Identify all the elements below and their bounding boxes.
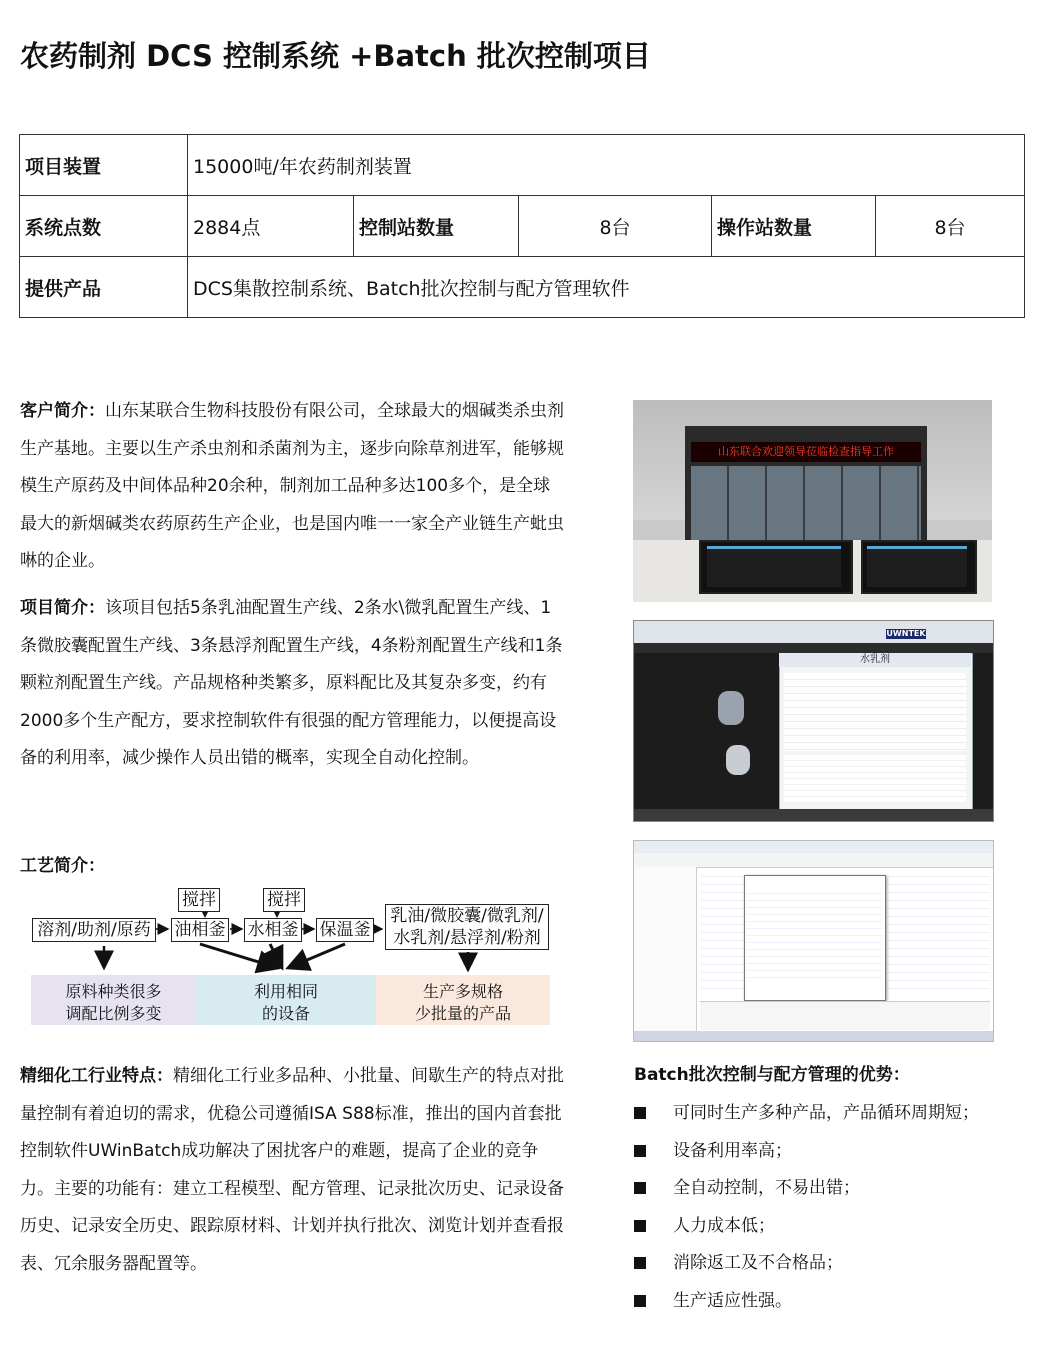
stir-box-1: 搅拌	[178, 888, 220, 912]
advantage-text: 全自动控制，不易出错；	[673, 1178, 860, 1198]
oil-tank-box: 油相釜	[171, 918, 229, 942]
water-tank-box: 水相釜	[244, 918, 302, 942]
products-line-1: 乳油/微胶囊/微乳剂/	[390, 906, 544, 926]
page-title: 农药制剂 DCS 控制系统 +Batch 批次控制项目	[20, 39, 651, 73]
square-bullet-icon	[634, 1107, 646, 1119]
advantage-text: 生产适应性强。	[673, 1291, 792, 1311]
recipe-window-title: 水乳剂	[779, 653, 971, 667]
label-control-stations: 控制站数量	[354, 196, 519, 257]
advantage-text: 消除返工及不合格品；	[673, 1253, 843, 1273]
advantage-item	[634, 1248, 843, 1273]
value-products: DCS集散控制系统、Batch批次控制与配方管理软件	[188, 257, 1025, 318]
batch-software-screenshot	[633, 840, 994, 1042]
value-control-stations: 8台	[519, 196, 712, 257]
advantage-text: 人力成本低；	[673, 1216, 775, 1236]
label-operator-stations: 操作站数量	[712, 196, 876, 257]
advantage-item	[634, 1136, 792, 1161]
value-system-points: 2884点	[188, 196, 354, 257]
square-bullet-icon	[634, 1295, 646, 1307]
band-products	[376, 975, 550, 1025]
advantage-item	[634, 1211, 775, 1236]
square-bullet-icon	[634, 1182, 646, 1194]
industry-features-text: 精细化工行业多品种、小批量、间歇生产的特点对批量控制有着迫切的需求，优稳公司遵循ISA S88标准，推出的国内首套批控制软件UWinBatch成功解决了困扰客户的难题，提高了企业的竞争力。主要的功能有：建立工程模型、配方管理、记录批次历史、记录设备历史、记录安全历史、跟踪原材料、计划并执行批次、浏览计划并查看报表、冗余服务器配置等。	[20, 1066, 564, 1274]
square-bullet-icon	[634, 1257, 646, 1269]
stir-box-2: 搅拌	[263, 888, 305, 912]
advantage-text: 可同时生产多种产品，产品循环周期短；	[673, 1103, 979, 1123]
value-operator-stations: 8台	[876, 196, 1025, 257]
label-project-device: 项目装置	[20, 135, 188, 196]
square-bullet-icon	[634, 1145, 646, 1157]
band-materials-line-2: 调配比例多变	[65, 1004, 162, 1023]
customer-intro-text: 山东某联合生物科技股份有限公司，全球最大的烟碱类杀虫剂生产基地。主要以生产杀虫剂和杀菌剂为主，逐步向除草剂进军，能够规模生产原药及中间体品种20余种，制剂加工品种多达100多个，是全球最大的新烟碱类农药原药生产企业，也是国内唯一一家全产业链生产蚍虫啉的企业。	[20, 401, 564, 571]
project-intro-label: 项目简介：	[20, 598, 105, 618]
process-intro-label: 工艺简介：	[20, 856, 105, 876]
advantages-title: Batch批次控制与配方管理的优势：	[634, 1065, 910, 1085]
table-row	[20, 196, 1025, 257]
dcs-screen-photo	[633, 620, 994, 822]
products-box	[385, 904, 549, 950]
value-project-device: 15000吨/年农药制剂装置	[188, 135, 1025, 196]
project-info-table	[19, 134, 1025, 318]
project-intro	[20, 590, 565, 778]
band-equipment-line-2: 的设备	[261, 1004, 310, 1023]
table-row	[20, 135, 1025, 196]
band-materials	[31, 975, 196, 1025]
label-system-points: 系统点数	[20, 196, 188, 257]
warm-tank-box: 保温釜	[316, 918, 374, 942]
advantage-item	[634, 1098, 979, 1123]
band-products-line-1: 生产多规格	[422, 982, 503, 1001]
advantage-item	[634, 1286, 792, 1311]
industry-features	[20, 1058, 565, 1283]
materials-box: 溶剂/助剂/原药	[32, 918, 156, 942]
advantage-text: 设备利用率高；	[673, 1141, 792, 1161]
table-row	[20, 257, 1025, 318]
band-equipment	[196, 975, 376, 1025]
band-equipment-line-1: 利用相同	[253, 982, 318, 1001]
advantage-item	[634, 1173, 860, 1198]
customer-intro	[20, 393, 565, 581]
band-products-line-2: 少批量的产品	[414, 1004, 511, 1023]
control-room-photo	[633, 400, 992, 602]
band-materials-line-1: 原料种类很多	[65, 982, 162, 1001]
industry-features-label: 精细化工行业特点：	[20, 1066, 173, 1086]
welcome-banner: 山东联合欢迎领导莅临检查指导工作	[691, 442, 921, 462]
customer-intro-label: 客户简介：	[20, 401, 105, 421]
brand-logo: UWNTEK	[886, 629, 926, 638]
label-products: 提供产品	[20, 257, 188, 318]
products-line-2: 水乳剂/悬浮剂/粉剂	[393, 928, 541, 948]
project-intro-text: 该项目包括5条乳油配置生产线、2条水\微乳配置生产线、1条微胶囊配置生产线、3条悬浮剂配置生产线，4条粉剂配置生产线和1条颗粒剂配置生产线。产品规格种类繁多，原料配比及其复杂多变，约有2000多个生产配方，要求控制软件有很强的配方管理能力，以便提高设备的利用率，减少操作人员出错的概率，实现全自动化控制。	[20, 598, 563, 768]
square-bullet-icon	[634, 1220, 646, 1232]
